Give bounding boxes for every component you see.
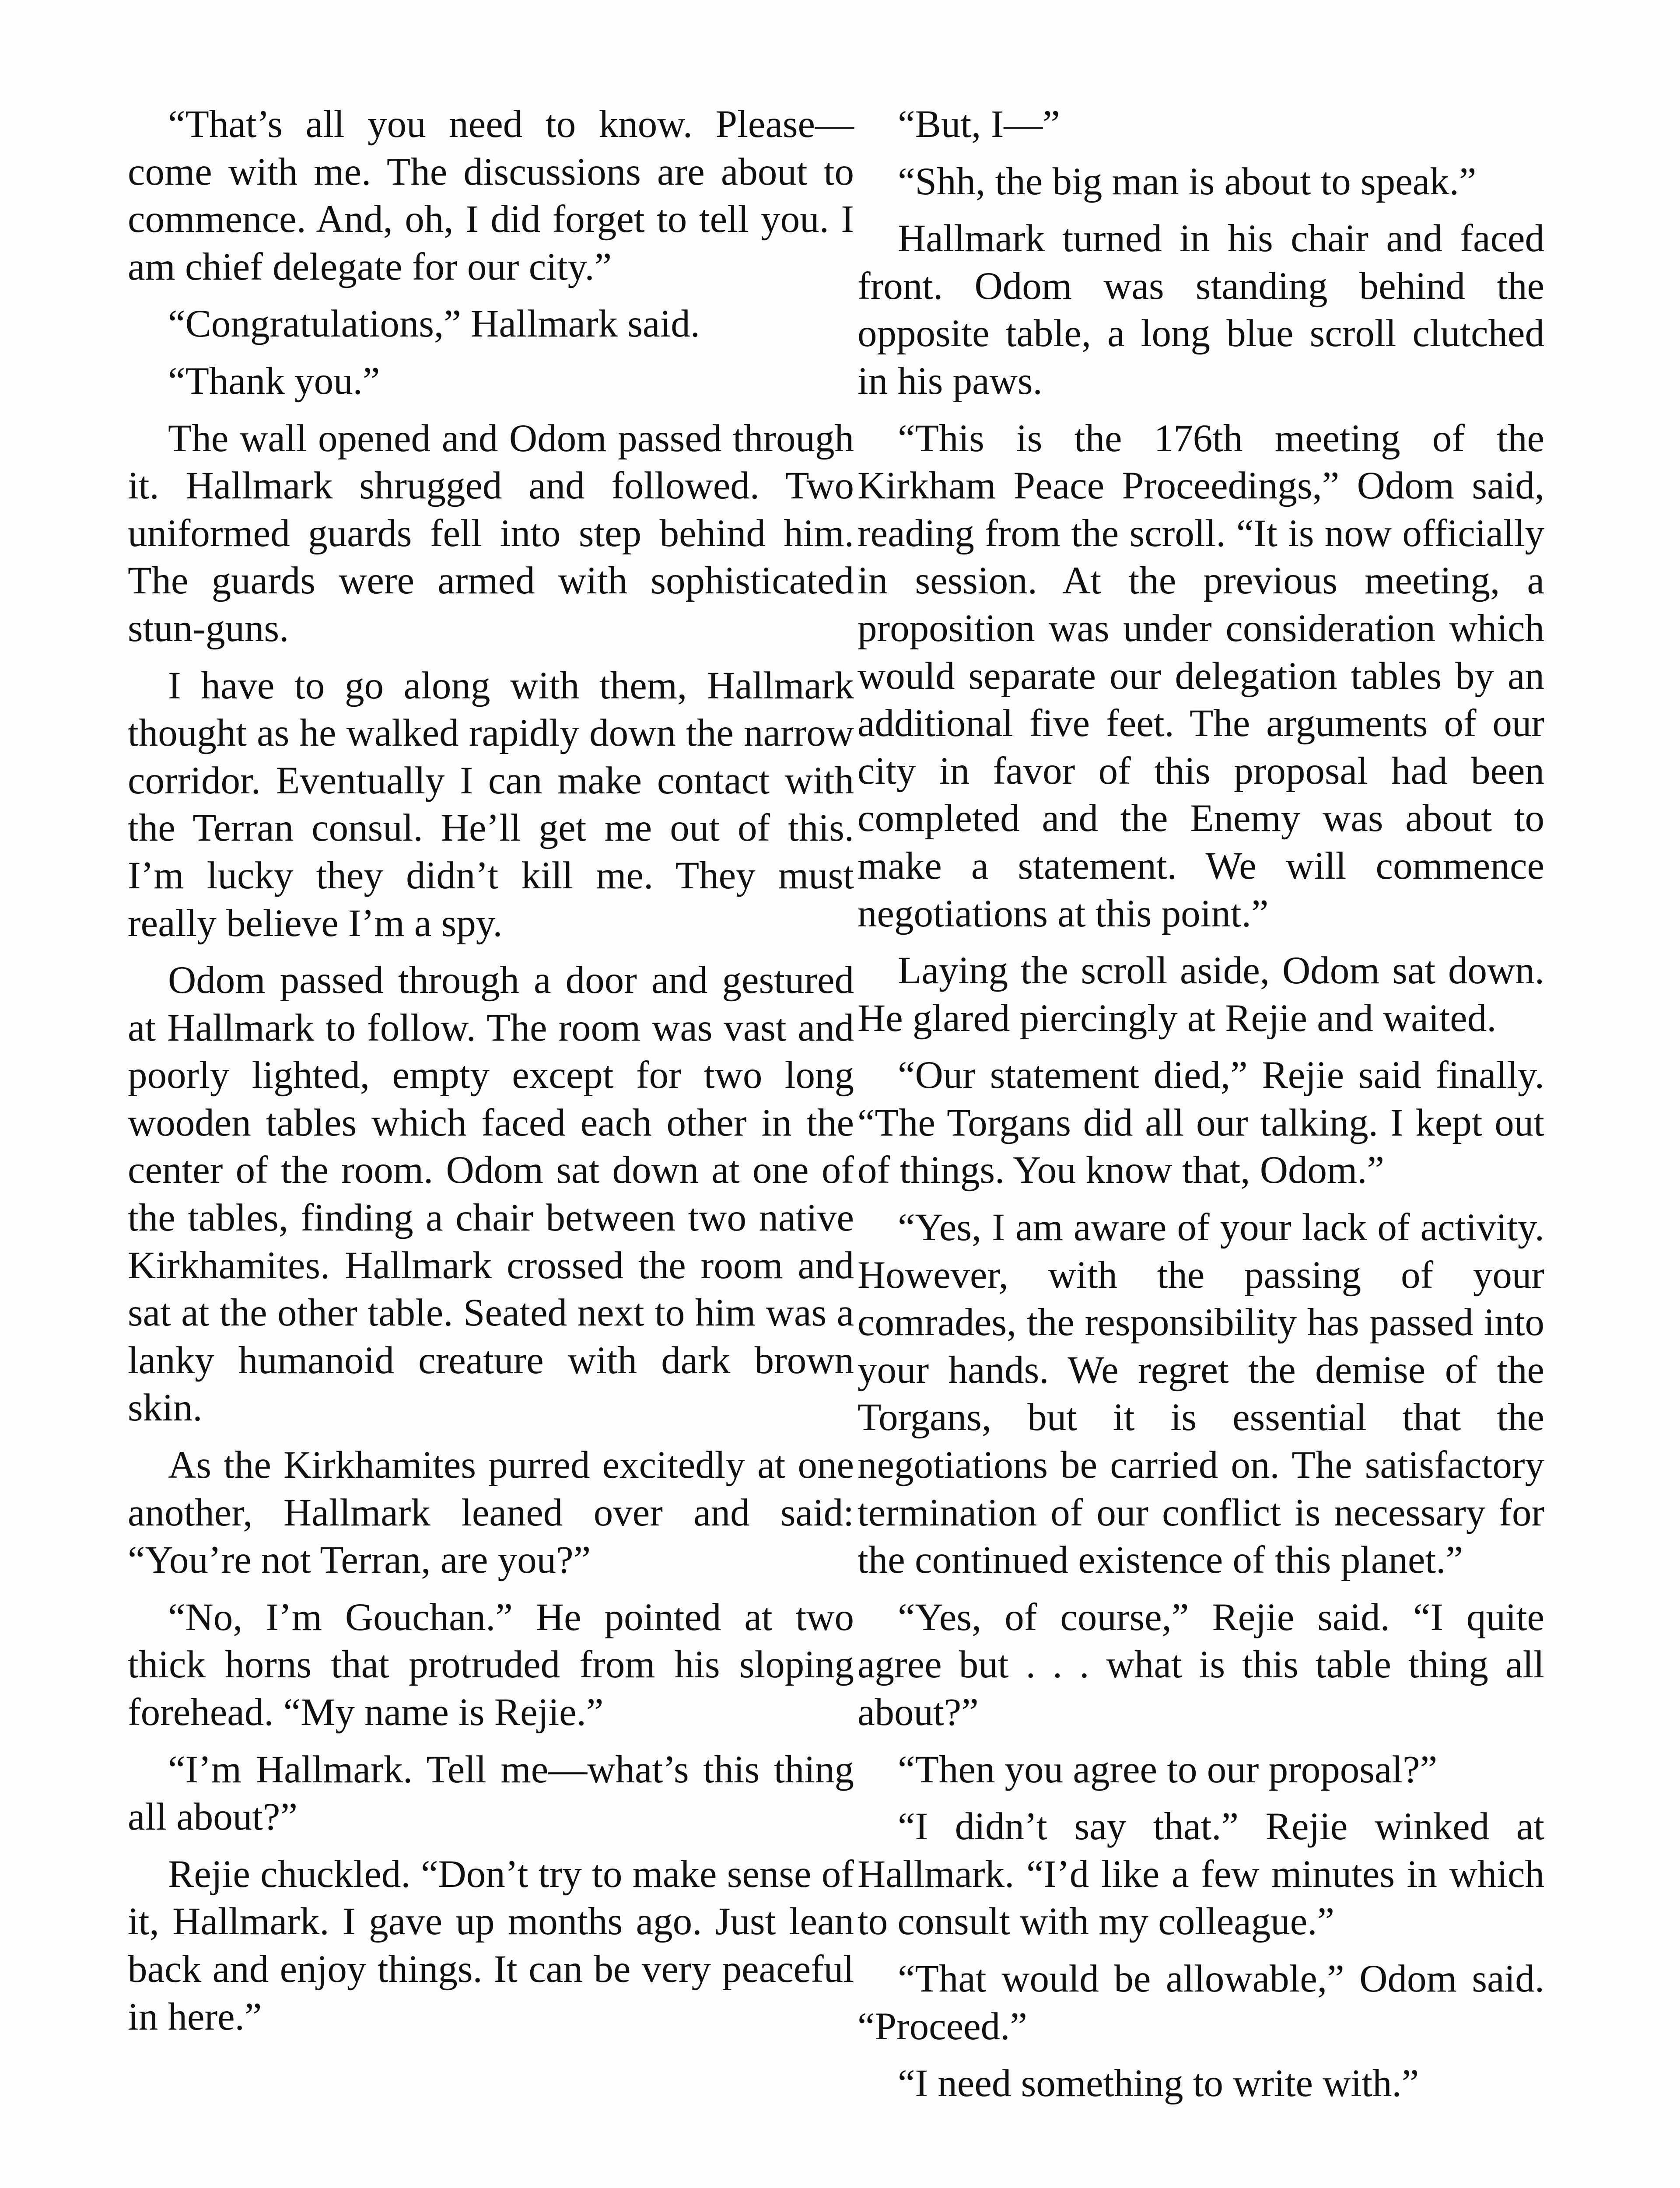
paragraph: “That’s all you need to know. Please—come with me. The discussions are about to commence. And, oh, I did forget to tell you. I am chief delegate for our city.” — [128, 103, 854, 288]
paragraph: “Thank you.” — [168, 359, 380, 403]
paragraph: As the Kirkhamites purred excitedly at one another, Hallmark leaned over and said: “You’re not Terran, are you?” — [128, 1444, 854, 1582]
paragraph: Laying the scroll aside, Odom sat down. He glared piercingly at Rejie and waited. — [858, 949, 1544, 1040]
paragraph: “I need something to write with.” — [898, 2062, 1419, 2105]
right-column — [858, 101, 1544, 2117]
paragraph: “Yes, I am aware of your lack of activity. However, with the passing of your comrades, the responsibility has passed into your hands. We regret the demise of the Torgans, but it is essential that the negotiations be carried on. The satisfactory termination of our conflict is necessary for the continued existence of this planet.” — [858, 1206, 1544, 1582]
paragraph: “That would be allowable,” Odom said. “Proceed.” — [858, 1957, 1544, 2048]
paragraph: The wall opened and Odom passed through it. Hallmark shrugged and followed. Two uniformed guards fell into step behind him. The guards were armed with sophisticated stun-guns. — [128, 417, 854, 650]
paragraph: Rejie chuckled. “Don’t try to make sense of it, Hallmark. I gave up months ago. Just lean back and enjoy things. It can be very peaceful in here.” — [128, 1852, 854, 2038]
paragraph: “But, I—” — [898, 103, 1060, 146]
paragraph: “Then you agree to our proposal?” — [898, 1748, 1438, 1791]
paragraph: “Congratulations,” Hallmark said. — [168, 302, 700, 346]
paragraph: “Shh, the big man is about to speak.” — [898, 160, 1477, 203]
paragraph: “Our statement died,” Rejie said finally. “The Torgans did all our talking. I kept out of things. You know that, Odom.” — [858, 1054, 1544, 1192]
paragraph: Hallmark turned in his chair and faced front. Odom was standing behind the opposite table, a long blue scroll clutched in his paws. — [858, 217, 1544, 403]
paragraph: “No, I’m Gouchan.” He pointed at two thick horns that protruded from his sloping forehead. “My name is Rejie.” — [128, 1595, 854, 1734]
paragraph: “This is the 176th meeting of the Kirkham Peace Proceedings,” Odom said, reading from the scroll. “It is now officially in session. At the previous meeting, a proposition was under consideration which would separate our delegation tables by an additional five feet. The arguments of our city in favor of this proposal had been completed and the Enemy was about to make a statement. We will commence negotiations at this point.” — [858, 417, 1544, 935]
left-column — [128, 101, 854, 2050]
paragraph: “I’m Hallmark. Tell me—what’s this thing all about?” — [128, 1748, 854, 1839]
paragraph: Odom passed through a door and gestured at Hallmark to follow. The room was vast and poorly lighted, empty except for two long wooden tables which faced each other in the center of the room. Odom sat down at one of the tables, finding a chair between two native Kirkhamites. Hallmark crossed the room and sat at the other table. Seated next to him was a lanky humanoid creature with dark brown skin. — [128, 959, 854, 1430]
paragraph: “I didn’t say that.” Rejie winked at Hallmark. “I’d like a few minutes in which to consult with my colleague.” — [858, 1805, 1544, 1943]
paragraph: I have to go along with them, Hallmark thought as he walked rapidly down the narrow corridor. Eventually I can make contact with the Terran consul. He’ll get me out of this. I’m lucky they didn’t kill me. They must really believe I’m a spy. — [128, 664, 854, 945]
paragraph: “Yes, of course,” Rejie said. “I quite agree but . . . what is this table thing all about?” — [858, 1595, 1544, 1734]
